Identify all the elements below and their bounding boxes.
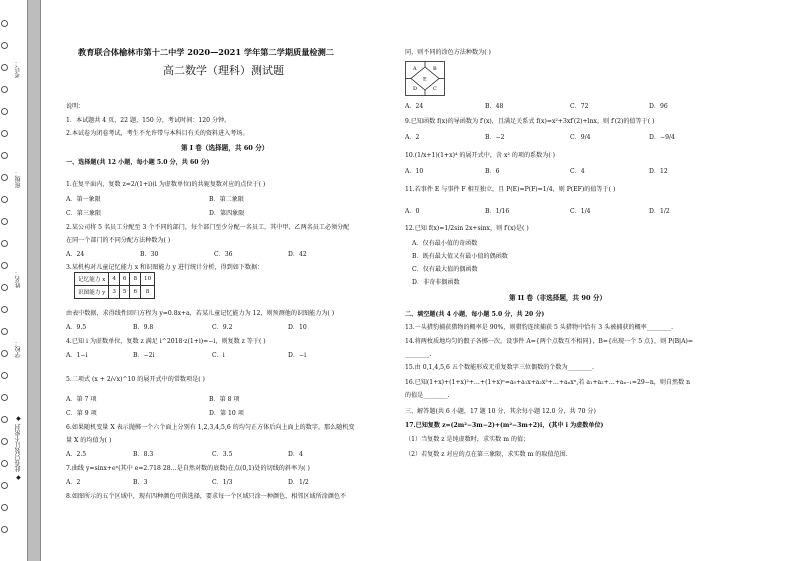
table-cell: 识图能力 y	[75, 286, 109, 299]
question-line: 三、解答题(共 6 小题，17 题 10 分，其余每小题 12.0 分，共 70 分)	[405, 408, 596, 415]
question-line: D．1/2	[288, 479, 309, 486]
question-line: 8.如图所示的五个区域中，现有四种颜色可供选择，要求每一个区域只涂一种颜色，相邻区域所涂颜色不	[66, 493, 347, 500]
region-label: E	[423, 76, 427, 83]
hole-icon	[1, 372, 8, 379]
question-line: 11.若事件 E 与事件 F 相互独立，且 P(E)=P(F)=1/4，则 P(EF)的值等于( )	[405, 186, 616, 193]
question-line: D．−i	[288, 352, 307, 359]
question-line: C．仅有最大值的偶函数	[412, 266, 478, 273]
question-line: A．2.5	[66, 451, 87, 458]
question-line: D．1/2	[649, 208, 670, 215]
question-line: 由表中数据，求得线性回归方程为 y=0.8x+a，若某儿童记忆能力为 12，则预测他的识图能力为( )	[66, 310, 335, 317]
hole-icon	[1, 262, 8, 269]
question-line: 15.由 0,1,4,5,6 五个数能形成无重复数字三位偶数的个数为________.	[405, 364, 594, 371]
question-line: 9.已知函数 f(x)的导函数为 f′(x)，且满足关系式 f(x)=x²+3xf′(2)+lnx，则 f′(2)的值等于( )	[405, 118, 655, 125]
table-cell: 8	[130, 273, 141, 286]
question-line: B．8.3	[133, 451, 154, 458]
hole-icon	[1, 504, 8, 511]
hole-icon	[1, 306, 8, 313]
question-line: C．i	[212, 352, 225, 359]
question-line: B．30	[140, 251, 159, 258]
table-row	[75, 273, 155, 286]
table-cell: 4	[109, 273, 120, 286]
question-line: 16.已知(1+x)+(1+x)²+…+(1+x)ⁿ=a₀+a₁x+a₂x²+…+aₙxⁿ,若 a₁+a₂+…+aₙ₋₁=29−n，则自然数 n	[405, 379, 691, 386]
note-item: 1．本试题共 4 页，22 题，150 分，考试时间：120 分钟。	[66, 117, 231, 124]
table-cell: 6	[130, 286, 141, 299]
question-line: B．48	[485, 103, 504, 110]
binding-line	[27, 0, 41, 561]
binding-holes	[1, 20, 11, 548]
hole-icon	[1, 482, 8, 489]
part1-heading: 第 I 卷（选择题，共 60 分）	[181, 144, 269, 152]
question-line: C．1/3	[212, 479, 233, 486]
question-line: D．非奇非偶函数	[412, 279, 460, 286]
notes-heading: 说明：	[66, 103, 85, 110]
region-label: B	[433, 66, 437, 72]
question-line: （1）当复数 z 是纯虚数时，求实数 m 的值；	[405, 436, 530, 443]
hole-icon	[1, 240, 8, 247]
question-line: 同，则不同的涂色方法种数为( )	[405, 49, 491, 56]
hole-icon	[1, 284, 8, 291]
question-line: D．−9/4	[649, 134, 675, 141]
section-heading: 第 II 卷（非选择题，共 90 分）	[509, 294, 607, 302]
question-line: A．0	[405, 208, 420, 215]
question-line: A．9.5	[66, 324, 87, 331]
note-item: 2.本试卷为闭卷考试，考生不允许带与本科目有关的资料进入考场。	[66, 130, 249, 137]
region-label: C	[433, 86, 437, 92]
hole-icon	[1, 526, 8, 533]
question-line: 量 X 的均值为( )	[66, 437, 112, 444]
question-line: C．4	[570, 168, 585, 175]
exam-title: 教育联合体榆林市第十二中学 2020—2021 学年第二学期质量检测二	[78, 47, 334, 57]
question-line: B．1/16	[485, 208, 510, 215]
question-line: A．第一象限	[66, 196, 101, 203]
data-table	[74, 272, 155, 299]
question-line: 的值是________.	[405, 392, 450, 399]
question-line: A．2	[405, 134, 420, 141]
hole-icon	[1, 416, 8, 423]
region-diagram	[405, 61, 445, 96]
hole-icon	[1, 42, 8, 49]
question-line: 4.已知 i 为虚数单位，复数 z 满足 i^2018·z(1+i)=−i，则复数 z 等于( )	[66, 338, 266, 345]
hole-icon	[1, 152, 8, 159]
table-cell: 3	[109, 286, 120, 299]
name-label: 姓名：	[15, 270, 22, 288]
table-cell: 10	[141, 273, 155, 286]
question-line: 12.已知 f(x)=1/2sin 2x+sinx，则 f′(x)是( )	[405, 225, 529, 232]
question-line: A．仅有最小值的奇函数	[412, 240, 478, 247]
question-line: B．3	[133, 479, 148, 486]
question-line: C．3.5	[212, 451, 233, 458]
question-line: D．第 10 项	[209, 410, 244, 417]
hole-icon	[1, 108, 8, 115]
question-line: （2）若复数 z 对应的点在第三象限，求实数 m 的取值范围.	[405, 451, 568, 458]
question-line: 13.一头猎豹捕获猎物的概率是 90%，则猎豹连续捕获 5 头猎物中恰有 3 头被捕获的概率________.	[405, 324, 674, 331]
class-label: 班级：	[15, 170, 22, 188]
table-cell: 记忆能力 x	[75, 273, 109, 286]
exam-no-label: 考号：	[15, 60, 22, 78]
question-line: 2.某公司将 5 名员工分配至 3 个不同的部门，每个部门至少分配一名员工，其中甲、乙两名员工必须分配	[66, 224, 350, 231]
question-line: A．2	[66, 479, 81, 486]
hole-icon	[1, 64, 8, 71]
question-line: D．10	[288, 324, 307, 331]
hole-icon	[1, 130, 8, 137]
hole-icon	[1, 20, 8, 27]
question-line: B．−2i	[133, 352, 155, 359]
part1-subheading: 一、选择题(共 12 小题，每小题 5.0 分，共 60 分)	[66, 159, 210, 166]
question-line: A．24	[66, 251, 85, 258]
question-line: A．第 7 项	[66, 396, 97, 403]
question-line: 10.(1/x+1)(1+x)⁴ 的展开式中，含 x² 的项的系数为( )	[405, 152, 556, 159]
question-line: D．42	[288, 251, 307, 258]
question-line: C．9/4	[570, 134, 591, 141]
binding-notice: ◆ 此卷只装订不密封 ◆	[15, 415, 22, 481]
section-heading: 二、填空题(共 4 小题，每小题 5.0 分，共 20 分)	[405, 311, 545, 318]
table-row	[75, 286, 155, 299]
region-label: A	[413, 66, 417, 72]
question-line: C．1/4	[570, 208, 591, 215]
school-label: 学校：	[15, 340, 22, 358]
question-line: 7.曲线 y=sinx+eˣ(其中 e=2.718 28…是自然对数的底数)在点(0,1)处的切线的斜率为( )	[66, 465, 310, 472]
table-cell: 6	[119, 273, 130, 286]
question-line: A．10	[405, 168, 424, 175]
question-line: C．第 9 项	[66, 410, 97, 417]
question-line: 3.某机构对儿童记忆能力 x 和识图能力 y 进行统计分析，得到如下数据：	[66, 264, 264, 271]
question-line: C．第三象限	[66, 210, 102, 217]
question-line: 6.如果随机变量 X 表示抛掷一个六个面上分别有 1,2,3,4,5,6 的均匀正方体后向上面上的数字，那么随机变	[66, 424, 355, 431]
question-line: A．1−i	[66, 352, 88, 359]
hole-icon	[1, 328, 8, 335]
section-heading: 17.已知复数 z=(2m²−3m−2)+(m²−3m+2)i，(其中 i 为虚数单位)	[405, 422, 604, 429]
hole-icon	[1, 218, 8, 225]
question-line: C．72	[570, 103, 589, 110]
question-line: D．第四象限	[209, 210, 245, 217]
question-line: C．9.2	[212, 324, 233, 331]
hole-icon	[1, 460, 8, 467]
question-line: B．6	[485, 168, 500, 175]
hole-icon	[1, 438, 8, 445]
binding-strip	[0, 0, 40, 561]
exam-subtitle: 高二数学（理科）测试题	[163, 64, 284, 77]
question-line: 14.将两枚质地均匀的骰子各掷一次，设事件 A={两个点数互不相同}，B={出现一个 5 点}，则 P(B|A)=	[405, 338, 693, 345]
region-label: D	[413, 86, 418, 92]
table-cell: 8	[141, 286, 155, 299]
question-line: B．既有最大值又有最小值的偶函数	[412, 253, 508, 260]
table-cell: 5	[119, 286, 130, 299]
hole-icon	[1, 174, 8, 181]
question-line: B．第二象限	[209, 196, 244, 203]
question-line: 5.二项式 (x + 2/√x)^10 的展开式中的常数项是( )	[66, 376, 205, 383]
question-line: D．96	[649, 103, 668, 110]
hole-icon	[1, 394, 8, 401]
question-line: B．9.8	[133, 324, 154, 331]
hole-icon	[1, 196, 8, 203]
question-line: ________.	[405, 351, 432, 358]
hole-icon	[1, 86, 8, 93]
question-line: B．第 8 项	[209, 396, 240, 403]
question-line: B．−2	[485, 134, 505, 141]
question-line: D．4	[288, 451, 303, 458]
question-line: D．12	[649, 168, 668, 175]
hole-icon	[1, 350, 8, 357]
question-line: C．36	[214, 251, 233, 258]
question-line: 在同一个部门的不同分配方法种数为( )	[66, 237, 171, 244]
question-line: 1.在复平面内，复数 z=2/(1+i)(i 为虚数单位)的共轭复数对应的点位于( )	[66, 181, 266, 188]
question-line: A．24	[405, 103, 424, 110]
